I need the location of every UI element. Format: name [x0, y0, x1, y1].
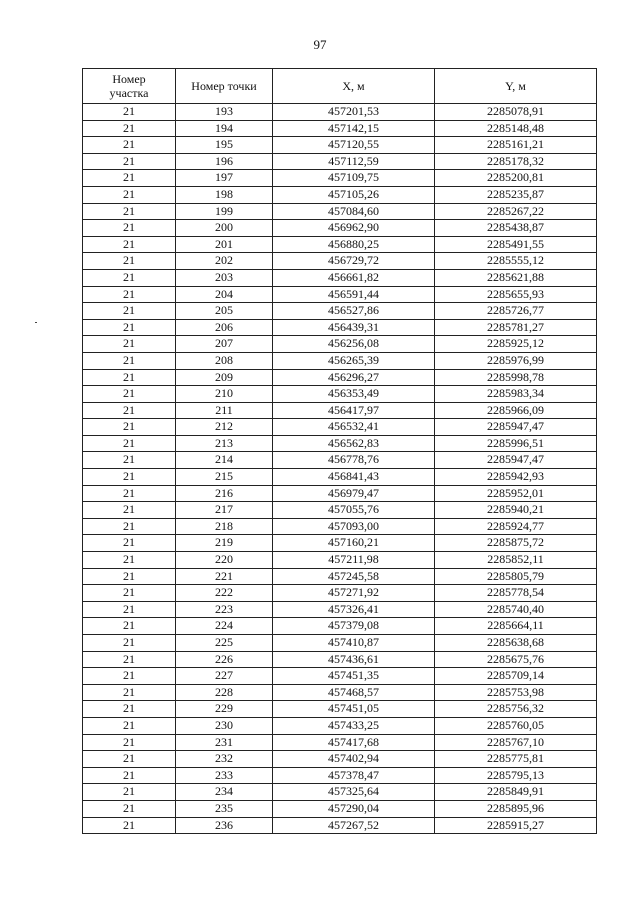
cell-x-coordinate: 457120,55: [273, 137, 435, 154]
cell-plot-number: 21: [83, 635, 176, 652]
cell-x-coordinate: 456979,47: [273, 485, 435, 502]
cell-plot-number: 21: [83, 618, 176, 635]
header-point-number: Номер точки: [176, 69, 273, 104]
cell-plot-number: 21: [83, 319, 176, 336]
table-row: [83, 336, 597, 353]
cell-y-coordinate: 2285983,34: [435, 386, 597, 403]
cell-plot-number: 21: [83, 601, 176, 618]
cell-x-coordinate: 456296,27: [273, 369, 435, 386]
table-row: [83, 767, 597, 784]
cell-plot-number: 21: [83, 502, 176, 519]
cell-y-coordinate: 2285875,72: [435, 535, 597, 552]
table-row: [83, 452, 597, 469]
cell-x-coordinate: 457211,98: [273, 552, 435, 569]
cell-plot-number: 21: [83, 552, 176, 569]
cell-point-number: 194: [176, 120, 273, 137]
cell-y-coordinate: 2285998,78: [435, 369, 597, 386]
table-body: [83, 104, 597, 834]
cell-plot-number: 21: [83, 784, 176, 801]
table-row: [83, 568, 597, 585]
cell-y-coordinate: 2285675,76: [435, 651, 597, 668]
table-row: [83, 635, 597, 652]
cell-point-number: 225: [176, 635, 273, 652]
cell-point-number: 204: [176, 286, 273, 303]
cell-x-coordinate: 457378,47: [273, 767, 435, 784]
cell-plot-number: 21: [83, 668, 176, 685]
cell-point-number: 217: [176, 502, 273, 519]
cell-y-coordinate: 2285895,96: [435, 800, 597, 817]
cell-x-coordinate: 457410,87: [273, 635, 435, 652]
cell-plot-number: 21: [83, 253, 176, 270]
cell-x-coordinate: 456353,49: [273, 386, 435, 403]
cell-point-number: 202: [176, 253, 273, 270]
cell-point-number: 219: [176, 535, 273, 552]
cell-point-number: 216: [176, 485, 273, 502]
cell-x-coordinate: 456729,72: [273, 253, 435, 270]
cell-point-number: 196: [176, 153, 273, 170]
cell-point-number: 227: [176, 668, 273, 685]
cell-y-coordinate: 2285925,12: [435, 336, 597, 353]
table-row: [83, 137, 597, 154]
cell-plot-number: 21: [83, 518, 176, 535]
cell-point-number: 226: [176, 651, 273, 668]
cell-x-coordinate: 457109,75: [273, 170, 435, 187]
table-row: [83, 303, 597, 320]
cell-point-number: 210: [176, 386, 273, 403]
cell-y-coordinate: 2285638,68: [435, 635, 597, 652]
cell-point-number: 230: [176, 717, 273, 734]
table-row: [83, 352, 597, 369]
cell-point-number: 228: [176, 684, 273, 701]
cell-y-coordinate: 2285621,88: [435, 269, 597, 286]
cell-point-number: 198: [176, 186, 273, 203]
cell-plot-number: 21: [83, 452, 176, 469]
cell-y-coordinate: 2285726,77: [435, 303, 597, 320]
cell-point-number: 211: [176, 402, 273, 419]
cell-point-number: 231: [176, 734, 273, 751]
scan-mark: [35, 322, 37, 323]
cell-point-number: 195: [176, 137, 273, 154]
cell-x-coordinate: 456778,76: [273, 452, 435, 469]
cell-y-coordinate: 2285852,11: [435, 552, 597, 569]
cell-plot-number: 21: [83, 120, 176, 137]
cell-x-coordinate: 456256,08: [273, 336, 435, 353]
table-row: [83, 784, 597, 801]
cell-y-coordinate: 2285078,91: [435, 104, 597, 121]
cell-point-number: 223: [176, 601, 273, 618]
table-row: [83, 402, 597, 419]
cell-point-number: 207: [176, 336, 273, 353]
cell-x-coordinate: 457105,26: [273, 186, 435, 203]
cell-plot-number: 21: [83, 203, 176, 220]
cell-y-coordinate: 2285753,98: [435, 684, 597, 701]
cell-y-coordinate: 2285161,21: [435, 137, 597, 154]
cell-plot-number: 21: [83, 369, 176, 386]
cell-plot-number: 21: [83, 104, 176, 121]
cell-y-coordinate: 2285942,93: [435, 469, 597, 486]
cell-plot-number: 21: [83, 402, 176, 419]
cell-point-number: 199: [176, 203, 273, 220]
cell-plot-number: 21: [83, 469, 176, 486]
table-row: [83, 369, 597, 386]
cell-plot-number: 21: [83, 303, 176, 320]
table-row: [83, 469, 597, 486]
cell-plot-number: 21: [83, 817, 176, 834]
cell-plot-number: 21: [83, 734, 176, 751]
cell-y-coordinate: 2285952,01: [435, 485, 597, 502]
table-row: [83, 104, 597, 121]
cell-plot-number: 21: [83, 800, 176, 817]
cell-x-coordinate: 457245,58: [273, 568, 435, 585]
cell-y-coordinate: 2285235,87: [435, 186, 597, 203]
cell-x-coordinate: 456591,44: [273, 286, 435, 303]
table-row: [83, 170, 597, 187]
cell-point-number: 212: [176, 419, 273, 436]
cell-point-number: 234: [176, 784, 273, 801]
cell-x-coordinate: 456841,43: [273, 469, 435, 486]
cell-plot-number: 21: [83, 269, 176, 286]
cell-plot-number: 21: [83, 186, 176, 203]
cell-plot-number: 21: [83, 137, 176, 154]
cell-plot-number: 21: [83, 435, 176, 452]
cell-y-coordinate: 2285709,14: [435, 668, 597, 685]
header-plot-number: [83, 69, 176, 104]
cell-y-coordinate: 2285795,13: [435, 767, 597, 784]
cell-plot-number: 21: [83, 352, 176, 369]
table-row: [83, 535, 597, 552]
cell-x-coordinate: 457433,25: [273, 717, 435, 734]
cell-x-coordinate: 456532,41: [273, 419, 435, 436]
cell-point-number: 229: [176, 701, 273, 718]
page-number: 97: [313, 37, 327, 52]
cell-x-coordinate: 456962,90: [273, 220, 435, 237]
cell-x-coordinate: 456661,82: [273, 269, 435, 286]
table-row: [83, 601, 597, 618]
cell-y-coordinate: 2285491,55: [435, 236, 597, 253]
cell-y-coordinate: 2285200,81: [435, 170, 597, 187]
cell-plot-number: 21: [83, 701, 176, 718]
table-row: [83, 552, 597, 569]
cell-x-coordinate: 456880,25: [273, 236, 435, 253]
cell-plot-number: 21: [83, 651, 176, 668]
cell-y-coordinate: 2285915,27: [435, 817, 597, 834]
cell-x-coordinate: 457436,61: [273, 651, 435, 668]
table-row: [83, 286, 597, 303]
cell-plot-number: 21: [83, 386, 176, 403]
table-row: [83, 751, 597, 768]
cell-point-number: 224: [176, 618, 273, 635]
cell-y-coordinate: 2285849,91: [435, 784, 597, 801]
cell-plot-number: 21: [83, 568, 176, 585]
table-row: [83, 220, 597, 237]
cell-point-number: 222: [176, 585, 273, 602]
cell-plot-number: 21: [83, 767, 176, 784]
cell-y-coordinate: 2285924,77: [435, 518, 597, 535]
table-row: [83, 386, 597, 403]
table-row: [83, 269, 597, 286]
cell-point-number: 233: [176, 767, 273, 784]
cell-y-coordinate: 2285756,32: [435, 701, 597, 718]
cell-point-number: 221: [176, 568, 273, 585]
cell-x-coordinate: 456417,97: [273, 402, 435, 419]
cell-y-coordinate: 2285805,79: [435, 568, 597, 585]
cell-plot-number: 21: [83, 485, 176, 502]
table-header: [83, 69, 597, 104]
header-row: [83, 69, 597, 104]
cell-x-coordinate: 457417,68: [273, 734, 435, 751]
cell-point-number: 209: [176, 369, 273, 386]
table-row: [83, 701, 597, 718]
cell-x-coordinate: 457326,41: [273, 601, 435, 618]
cell-plot-number: 21: [83, 535, 176, 552]
cell-y-coordinate: 2285148,48: [435, 120, 597, 137]
cell-point-number: 214: [176, 452, 273, 469]
cell-x-coordinate: 457055,76: [273, 502, 435, 519]
cell-x-coordinate: 456527,86: [273, 303, 435, 320]
cell-point-number: 193: [176, 104, 273, 121]
cell-y-coordinate: 2285996,51: [435, 435, 597, 452]
cell-point-number: 201: [176, 236, 273, 253]
cell-y-coordinate: 2285966,09: [435, 402, 597, 419]
cell-x-coordinate: 457402,94: [273, 751, 435, 768]
cell-plot-number: 21: [83, 336, 176, 353]
cell-plot-number: 21: [83, 236, 176, 253]
cell-x-coordinate: 457142,15: [273, 120, 435, 137]
coordinates-table: [82, 68, 597, 834]
table-row: [83, 800, 597, 817]
cell-point-number: 235: [176, 800, 273, 817]
cell-point-number: 215: [176, 469, 273, 486]
cell-x-coordinate: 457267,52: [273, 817, 435, 834]
header-plot-line2: участка: [109, 86, 149, 100]
table-row: [83, 585, 597, 602]
cell-y-coordinate: 2285947,47: [435, 452, 597, 469]
table-row: [83, 817, 597, 834]
table-row: [83, 319, 597, 336]
table-row: [83, 435, 597, 452]
cell-y-coordinate: 2285555,12: [435, 253, 597, 270]
cell-y-coordinate: 2285976,99: [435, 352, 597, 369]
table-row: [83, 518, 597, 535]
table-row: [83, 618, 597, 635]
cell-x-coordinate: 457468,57: [273, 684, 435, 701]
table-row: [83, 734, 597, 751]
table-row: [83, 203, 597, 220]
table-row: [83, 651, 597, 668]
table-row: [83, 419, 597, 436]
cell-x-coordinate: 457160,21: [273, 535, 435, 552]
table-row: [83, 236, 597, 253]
cell-plot-number: 21: [83, 751, 176, 768]
cell-point-number: 236: [176, 817, 273, 834]
cell-x-coordinate: 457325,64: [273, 784, 435, 801]
cell-x-coordinate: 457084,60: [273, 203, 435, 220]
cell-x-coordinate: 457093,00: [273, 518, 435, 535]
cell-x-coordinate: 456562,83: [273, 435, 435, 452]
table-row: [83, 120, 597, 137]
header-y-coordinate: Y, м: [435, 69, 597, 104]
cell-y-coordinate: 2285767,10: [435, 734, 597, 751]
header-plot-line1: Номер: [112, 72, 146, 86]
cell-x-coordinate: 457271,92: [273, 585, 435, 602]
cell-y-coordinate: 2285778,54: [435, 585, 597, 602]
cell-x-coordinate: 456265,39: [273, 352, 435, 369]
table-row: [83, 717, 597, 734]
table-row: [83, 253, 597, 270]
cell-x-coordinate: 456439,31: [273, 319, 435, 336]
cell-point-number: 232: [176, 751, 273, 768]
cell-y-coordinate: 2285947,47: [435, 419, 597, 436]
header-x-coordinate: X, м: [273, 69, 435, 104]
cell-plot-number: 21: [83, 585, 176, 602]
cell-x-coordinate: 457112,59: [273, 153, 435, 170]
cell-point-number: 206: [176, 319, 273, 336]
cell-y-coordinate: 2285178,32: [435, 153, 597, 170]
table-row: [83, 153, 597, 170]
cell-x-coordinate: 457201,53: [273, 104, 435, 121]
cell-point-number: 203: [176, 269, 273, 286]
cell-plot-number: 21: [83, 684, 176, 701]
cell-y-coordinate: 2285438,87: [435, 220, 597, 237]
cell-plot-number: 21: [83, 717, 176, 734]
cell-point-number: 205: [176, 303, 273, 320]
cell-plot-number: 21: [83, 220, 176, 237]
cell-y-coordinate: 2285740,40: [435, 601, 597, 618]
cell-y-coordinate: 2285664,11: [435, 618, 597, 635]
cell-y-coordinate: 2285760,05: [435, 717, 597, 734]
table-row: [83, 186, 597, 203]
cell-plot-number: 21: [83, 153, 176, 170]
cell-point-number: 200: [176, 220, 273, 237]
cell-point-number: 197: [176, 170, 273, 187]
cell-point-number: 220: [176, 552, 273, 569]
cell-point-number: 218: [176, 518, 273, 535]
table-row: [83, 485, 597, 502]
cell-y-coordinate: 2285267,22: [435, 203, 597, 220]
cell-plot-number: 21: [83, 419, 176, 436]
cell-x-coordinate: 457451,05: [273, 701, 435, 718]
cell-point-number: 213: [176, 435, 273, 452]
table-row: [83, 668, 597, 685]
cell-x-coordinate: 457290,04: [273, 800, 435, 817]
cell-point-number: 208: [176, 352, 273, 369]
cell-y-coordinate: 2285781,27: [435, 319, 597, 336]
cell-y-coordinate: 2285655,93: [435, 286, 597, 303]
cell-y-coordinate: 2285940,21: [435, 502, 597, 519]
cell-x-coordinate: 457451,35: [273, 668, 435, 685]
cell-y-coordinate: 2285775,81: [435, 751, 597, 768]
table-row: [83, 684, 597, 701]
cell-plot-number: 21: [83, 170, 176, 187]
table-row: [83, 502, 597, 519]
cell-plot-number: 21: [83, 286, 176, 303]
cell-x-coordinate: 457379,08: [273, 618, 435, 635]
